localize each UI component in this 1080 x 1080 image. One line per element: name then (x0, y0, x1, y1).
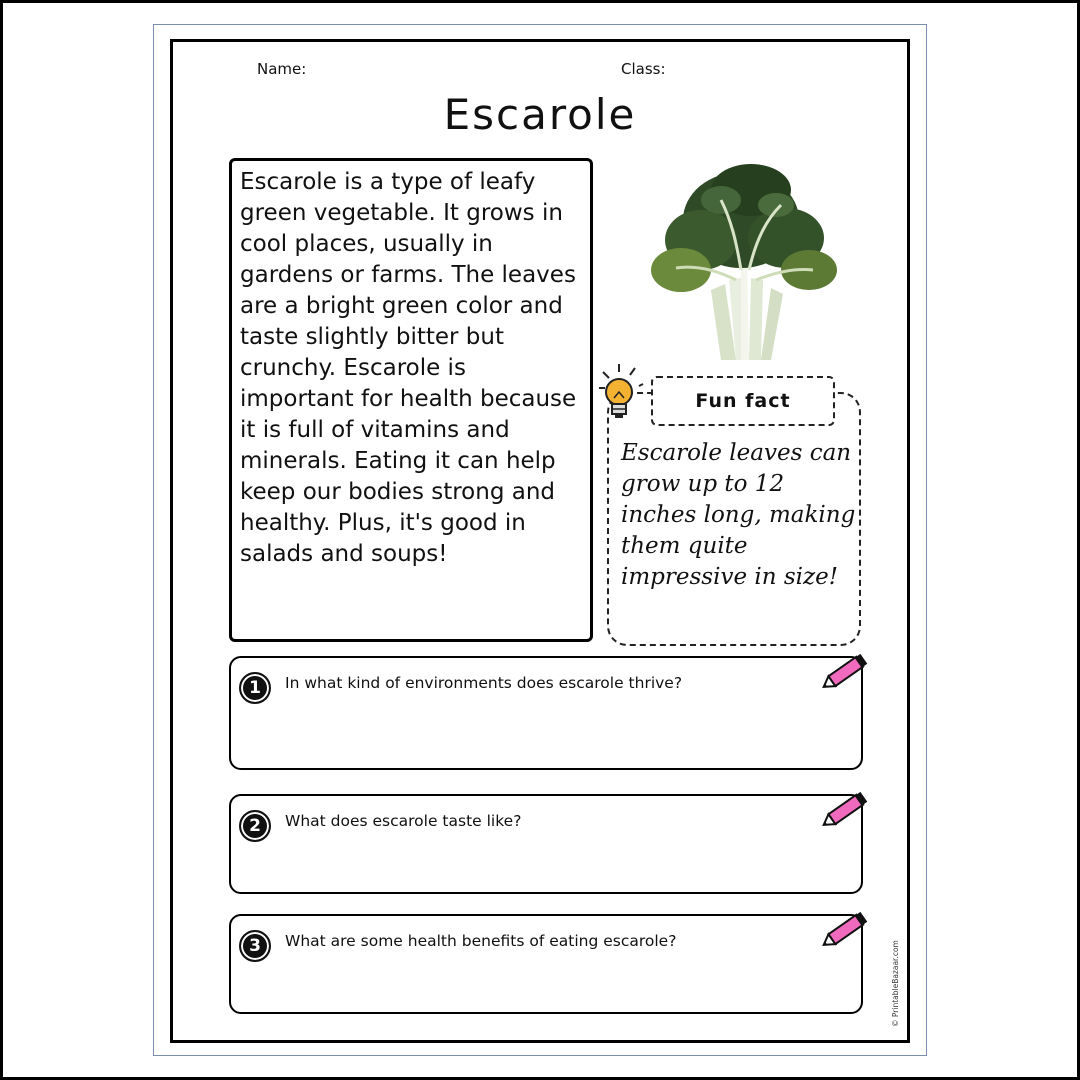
copyright-text: © PrintableBazaar.com (891, 940, 900, 1027)
question-number-1: 1 (239, 672, 271, 704)
fun-fact-text: Escarole leaves can grow up to 12 inches long, making them quite impressive in size! (621, 440, 856, 590)
question-number-2: 2 (239, 810, 271, 842)
question-text-3: What are some health benefits of eating escarole? (285, 932, 677, 950)
escarole-image (641, 160, 851, 360)
question-text-1: In what kind of environments does escarole thrive? (285, 674, 683, 692)
worksheet-page (153, 24, 927, 1056)
page-title: Escarole (443, 90, 637, 139)
fun-fact-label: Fun fact (651, 376, 835, 426)
question-text-2: What does escarole taste like? (285, 812, 522, 830)
question-box-3[interactable] (229, 914, 863, 1014)
pencil-icon (817, 906, 873, 954)
worksheet-border (170, 39, 910, 1043)
question-box-1[interactable] (229, 656, 863, 770)
pencil-icon (817, 648, 873, 696)
reading-passage-box (229, 158, 593, 642)
name-label: Name: (257, 60, 307, 78)
question-number-3: 3 (239, 930, 271, 962)
lightbulb-icon (597, 360, 645, 426)
reading-passage: Escarole is a type of leafy green vegetable. It grows in cool places, usually in gardens or farms. The leaves are a bright green color and taste slightly bitter but crunchy. Escarole is important for health because it is full of vitamins and minerals. Eating it can help keep our bodies strong and healthy. Plus, it's good in salads and soups! (240, 169, 577, 567)
pencil-icon (817, 786, 873, 834)
question-box-2[interactable] (229, 794, 863, 894)
class-label: Class: (621, 60, 666, 78)
